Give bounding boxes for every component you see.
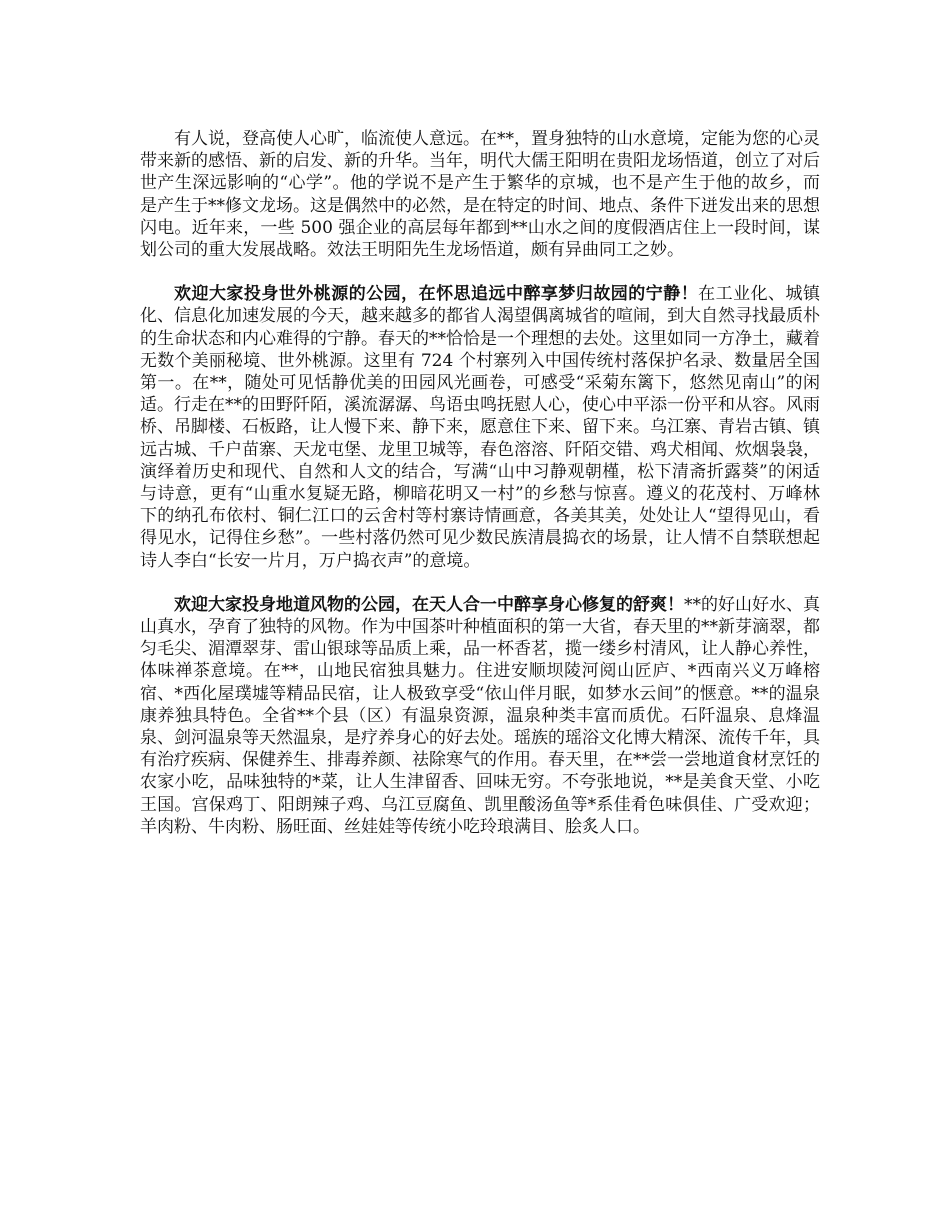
paragraph-lead: 欢迎大家投身地道风物的公园，在天人合一中醉享身心修复的舒爽！ — [174, 594, 684, 615]
paragraph-lead: 欢迎大家投身世外桃源的公园，在怀思追远中醉享梦归故园的宁静！ — [174, 284, 699, 305]
paragraph-body: 在工业化、城镇化、信息化加速发展的今天，越来越多的都省人渴望偶离城省的喧闹，到大自然寻找最质朴的生命状态和内心难得的宁静。春天的**恰恰是一个理想的去处。这里如同一方净土，藏着无数个美丽秘境、世外桃源。这里有 724 个村寨列入中国传统村落保护名录、数量居全国第一。在**，随处可见恬静优美的田园风光画卷，可感受“采菊东篱下，悠然见南山”的闲适。行走在**的田野阡陌，溪流潺潺、鸟语虫鸣抚慰人心，使心中平添一份平和从容。风雨桥、吊脚楼、石板路，让人慢下来、静下来，愿意住下来、留下来。乌江寨、青岩古镇、镇远古城、千户苗寨、天龙屯堡、龙里卫城等，春色溶溶、阡陌交错、鸡犬相闻、炊烟袅袅，演绎着历史和现代、自然和人文的结合，写满“山中习静观朝槿，松下清斋折露葵”的闲适与诗意，更有“山重水复疑无路，柳暗花明又一村”的乡愁与惊喜。遵义的花茂村、万峰林下的纳孔布依村、铜仁江口的云舍村等村寨诗情画意，各美其美，处处让人“望得见山，看得见水，记得住乡愁”。一些村落仍然可见少数民族清晨捣衣的场景，让人情不自禁联想起诗人李白“长安一片月，万户捣衣声”的意境。 — [140, 284, 821, 571]
paragraph-body: **的好山好水、真山真水，孕育了独特的风物。作为中国茶叶种植面积的第一大省，春天里的**新芽滴翠，都匀毛尖、湄潭翠芽、雷山银球等品质上乘，品一杯香茗，揽一缕乡村清风，让人静心养性，体味禅茶意境。在**，山地民宿独具魅力。住进安顺坝陵河阅山匠庐、*西南兴义万峰榕宿、*西化屋璞墟等精品民宿，让人极致享受“依山伴月眠，如梦水云间”的惬意。**的温泉康养独具特色。全省**个县（区）有温泉资源，温泉种类丰富而质优。石阡温泉、息烽温泉、剑河温泉等天然温泉，是疗养身心的好去处。瑶族的瑶浴文化博大精深、流传千年，具有治疗疾病、保健养生、排毒养颜、祛除寒气的作用。春天里，在**尝一尝地道食材烹饪的农家小吃，品味独特的*菜，让人生津留香、回味无穷。不夸张地说，**是美食天堂、小吃王国。宫保鸡丁、阳朗辣子鸡、乌江豆腐鱼、凯里酸汤鱼等*系佳肴色味俱佳、广受欢迎；羊肉粉、牛肉粉、肠旺面、丝娃娃等传统小吃玲琅满目、脍炙人口。 — [140, 594, 820, 837]
paragraph-village — [140, 283, 820, 572]
document-page — [140, 128, 820, 860]
paragraph-body: 有人说，登高使人心旷，临流使人意远。在**，置身独特的山水意境，定能为您的心灵带来新的感悟、新的启发、新的升华。当年，明代大儒王阳明在贵阳龙场悟道，创立了对后世产生深远影响的“心学”。他的学说不是产生于繁华的京城，也不是产生于他的故乡，而是产生于**修文龙场。这是偶然中的必然，是在特定的时间、地点、条件下迸发出来的思想闪电。近年来，一些 500 强企业的高层每年都到**山水之间的度假酒店住上一段时间，谋划公司的重大发展战略。效法王明阳先生龙场悟道，颇有异曲同工之妙。 — [140, 129, 820, 261]
paragraph-intro — [140, 128, 820, 261]
paragraph-local-products — [140, 594, 820, 838]
